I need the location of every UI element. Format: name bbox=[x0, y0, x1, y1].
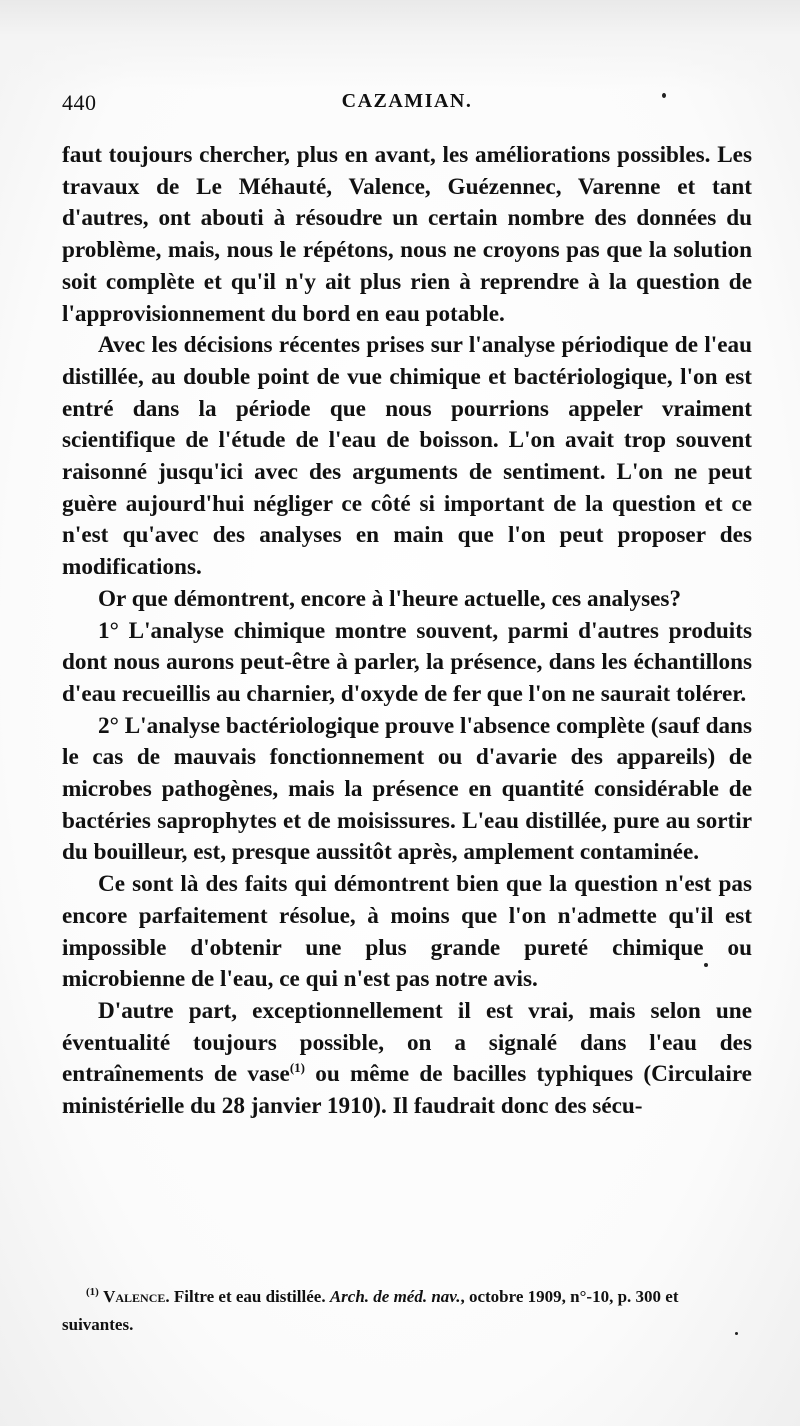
footnote-reference[interactable]: (1) bbox=[289, 1060, 305, 1076]
scan-speck bbox=[662, 93, 666, 98]
paragraph: 1° L'analyse chimique montre souvent, parmi d'autres produits dont nous aurons peut-être à parler, la présence, dans les échantillons d'eau recueillis au charnier, d'oxyde de fer que l'on ne saurait tolérer. bbox=[62, 617, 752, 707]
footnote-title: Filtre et eau distillée. bbox=[169, 1287, 330, 1306]
paragraph: faut toujours chercher, plus en avant, les améliorations possibles. Les travaux de Le Méhauté, Valence, Guézennec, Varenne et tant d'autres, ont abouti à résoudre un certain nombre des données du problème, mais, nous le répétons, nous ne croyons pas que la solution soit complète et qu'il n'y ait plus rien à reprendre à la question de l'approvisionnement du bord en eau potable. bbox=[62, 142, 752, 327]
page-header bbox=[62, 90, 752, 122]
scan-speck bbox=[735, 1332, 738, 1335]
scan-margin-shadow bbox=[0, 0, 800, 90]
footnote-journal: Arch. de méd. nav. bbox=[329, 1287, 461, 1306]
running-head: CAZAMIAN. bbox=[341, 90, 473, 112]
page-number: 440 bbox=[62, 90, 97, 115]
footnote-author: Valence. bbox=[103, 1287, 170, 1306]
paragraph: 2° L'analyse bactériologique prouve l'absence complète (sauf dans le cas de mauvais fonctionnement ou d'avarie des appareils) de microbes pathogènes, mais la présence en quantité considérable de bactéries saprophytes et de moisissures. L'eau distillée, pure au sortir du bouilleur, est, presque aussitôt après, amplement contaminée. bbox=[62, 712, 752, 866]
footnote bbox=[62, 1283, 752, 1339]
paragraph-text: ou même de bacilles typhiques (Circulaire ministérielle du 28 janvier 1910). Il faudrait donc des sécu- bbox=[62, 1061, 752, 1120]
paragraph: Or que démontrent, encore à l'heure actuelle, ces analyses? bbox=[98, 585, 682, 612]
paragraph: Ce sont là des faits qui démontrent bien que la question n'est pas encore parfaitement résolue, à moins que l'on n'admette qu'il est impossible d'obtenir une plus grande pureté chimique ou microbienne de l'eau, ce qui n'est pas notre avis. bbox=[62, 871, 752, 993]
footnote-marker: (1) bbox=[86, 1286, 99, 1298]
paragraph: Avec les décisions récentes prises sur l'analyse périodique de l'eau distillée, au double point de vue chimique et bactériologique, l'on est entré dans la période que nous pourrions appeler vraiment scientifique de l'étude de l'eau de boisson. L'on avait trop souvent raisonné jusqu'ici avec des arguments de sentiment. L'on ne peut guère aujourd'hui négliger ce côté si important de la question et ce n'est qu'avec des analyses en main que l'on peut proposer des modifications. bbox=[62, 332, 752, 581]
footnotes bbox=[62, 1283, 752, 1339]
paragraph-with-note bbox=[62, 996, 752, 1123]
scan-speck bbox=[704, 963, 708, 967]
paragraph-text: D'autre part, exceptionnellement il est vrai, mais selon une éventualité toujours possible, on a signalé dans l'eau des entraînements de vase bbox=[62, 997, 752, 1088]
footnote-details: , octobre 1909, n°-10, p. 300 et suivantes. bbox=[62, 1287, 679, 1334]
body-text bbox=[62, 140, 752, 1123]
